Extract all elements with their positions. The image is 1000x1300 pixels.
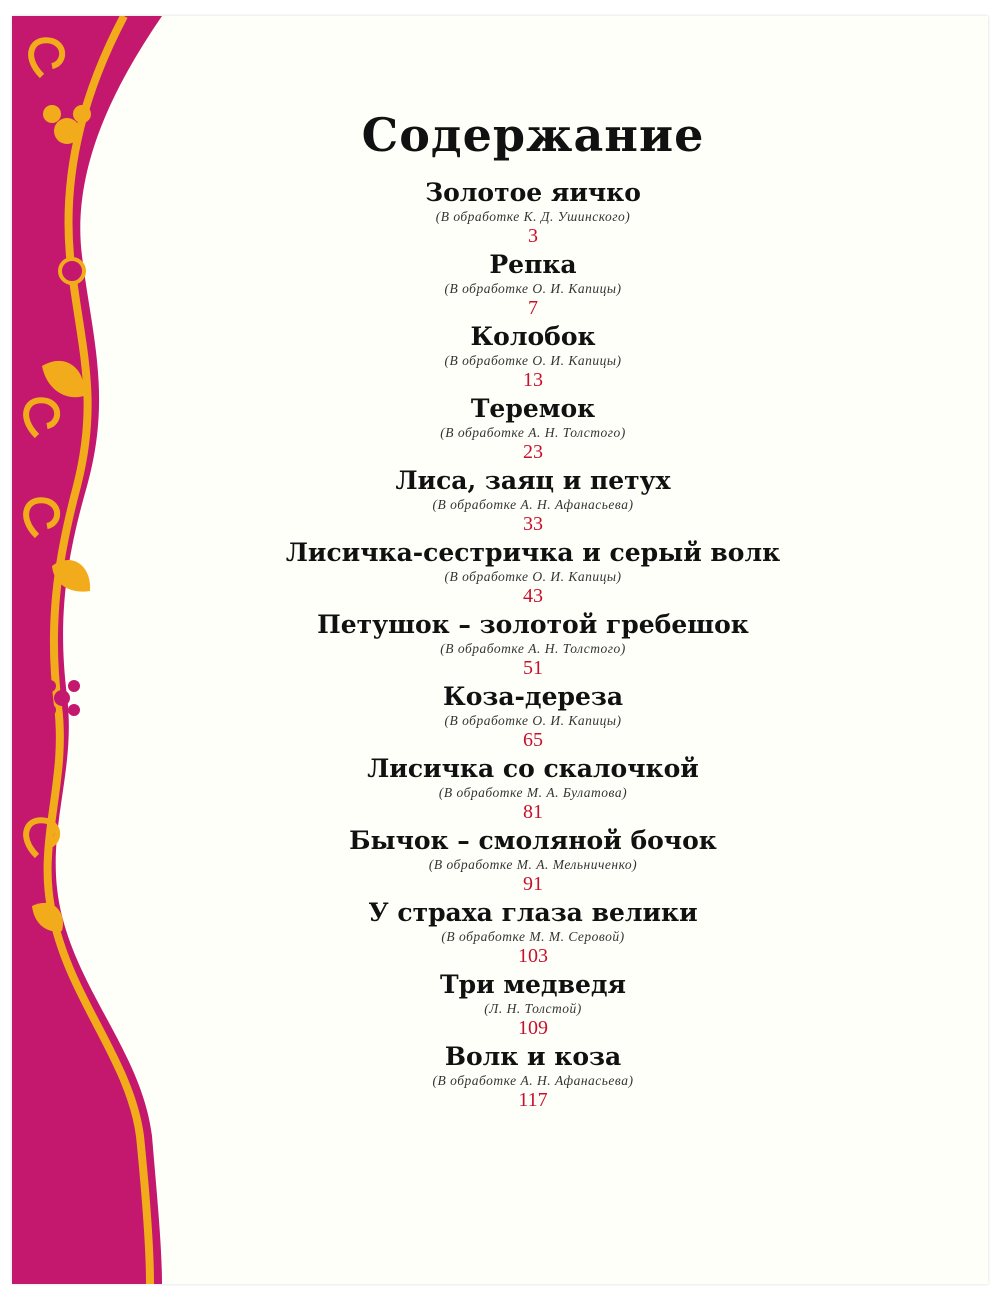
toc-entry-title: Колобок: [470, 322, 596, 351]
toc-entry[interactable]: [250, 538, 816, 610]
toc-entry-page-number: 65: [523, 729, 543, 751]
toc-entry-title: Лисичка-сестричка и серый волк: [285, 538, 781, 567]
toc-entry[interactable]: [250, 826, 816, 898]
toc-entry-note: (Л. Н. Толстой): [484, 1001, 582, 1016]
toc-entry-page-number: 43: [523, 585, 543, 607]
magenta-border-band: [12, 16, 162, 1284]
toc-entry[interactable]: [250, 610, 816, 682]
toc-entry[interactable]: [250, 970, 816, 1042]
toc-entry-page-number: 117: [518, 1089, 548, 1111]
toc-entry-page-number: 51: [523, 657, 543, 679]
page-title: Содержание: [361, 108, 705, 162]
toc-entry-title: У страха глаза велики: [368, 898, 698, 927]
toc-entry-page-number: 81: [523, 801, 543, 823]
toc-entry-title: Лиса, заяц и петух: [395, 466, 671, 495]
toc-entry[interactable]: [250, 682, 816, 754]
toc-entry[interactable]: [250, 466, 816, 538]
toc-entry-title: Коза-дереза: [442, 682, 624, 711]
toc-entry[interactable]: [250, 898, 816, 970]
toc-entry-title: Репка: [489, 250, 577, 279]
toc-entry-page-number: 23: [523, 441, 543, 463]
toc-entry-page-number: 13: [523, 369, 543, 391]
toc-entry[interactable]: [250, 754, 816, 826]
toc-entry-title: Теремок: [470, 394, 596, 423]
toc-entry-note: (В обработке О. И. Капицы): [444, 713, 622, 728]
toc-entry-note: (В обработке А. Н. Толстого): [440, 641, 626, 656]
toc-entry-title: Три медведя: [439, 970, 627, 999]
toc-entry-note: (В обработке К. Д. Ушинского): [435, 209, 631, 224]
table-of-contents: [250, 100, 816, 1114]
toc-entry[interactable]: [250, 250, 816, 322]
toc-entry-page-number: 3: [528, 225, 538, 247]
toc-entry-note: (В обработке М. А. Мельниченко): [428, 857, 638, 872]
toc-entry-note: (В обработке А. Н. Афанасьева): [432, 1073, 634, 1088]
flower-icon: [60, 259, 84, 283]
toc-entry-page-number: 103: [518, 945, 548, 967]
toc-entry-page-number: 33: [523, 513, 543, 535]
toc-entry-note: (В обработке М. М. Серовой): [441, 929, 625, 944]
toc-entry[interactable]: [250, 178, 816, 250]
toc-entry-title: Петушок – золотой гребешок: [317, 610, 749, 639]
toc-entry-note: (В обработке О. И. Капицы): [444, 353, 622, 368]
toc-entry-note: (В обработке А. Н. Толстого): [440, 425, 626, 440]
toc-entry[interactable]: [250, 1042, 816, 1114]
toc-entry-page-number: 7: [528, 297, 538, 319]
toc-entry[interactable]: [250, 322, 816, 394]
toc-entry-page-number: 109: [518, 1017, 548, 1039]
toc-entry-note: (В обработке О. И. Капицы): [444, 281, 622, 296]
toc-entry-note: (В обработке А. Н. Афанасьева): [432, 497, 634, 512]
toc-entry-note: (В обработке О. И. Капицы): [444, 569, 622, 584]
toc-entry-title: Бычок – смоляной бочок: [349, 826, 717, 855]
toc-entry[interactable]: [250, 394, 816, 466]
toc-entry-note: (В обработке М. А. Булатова): [438, 785, 628, 800]
toc-entry-page-number: 91: [523, 873, 543, 895]
toc-entry-title: Лисичка со скалочкой: [367, 754, 699, 783]
toc-entry-title: Золотое яичко: [425, 178, 641, 207]
floral-border-ornament: [12, 16, 212, 1284]
toc-entry-title: Волк и коза: [444, 1042, 622, 1071]
